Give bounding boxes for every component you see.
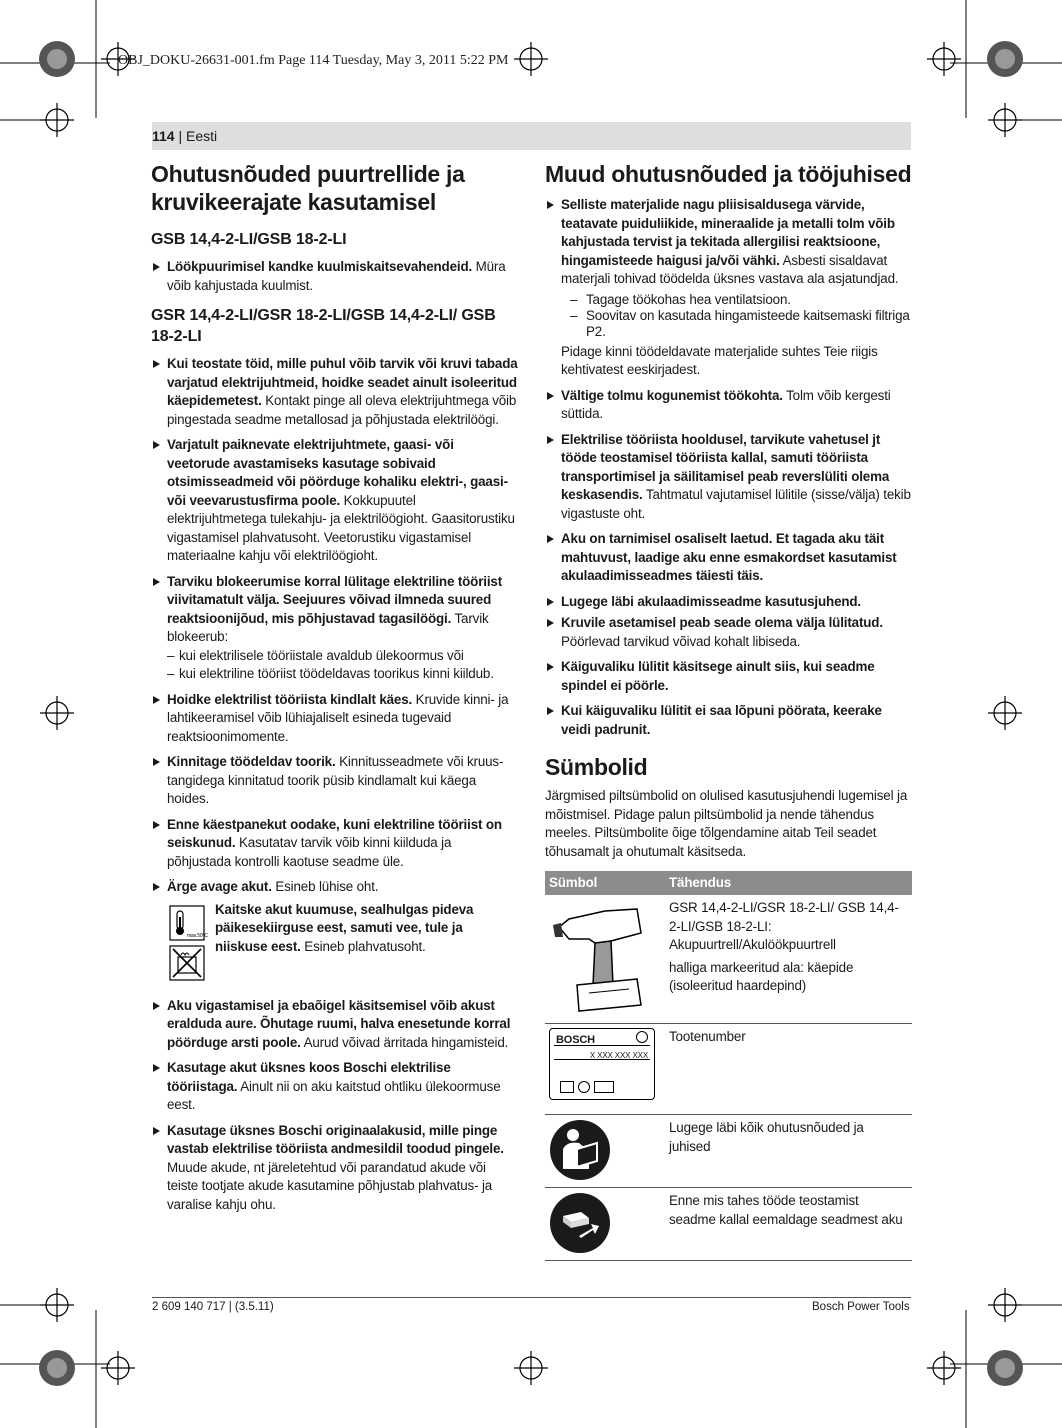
left-column	[151, 160, 518, 1221]
right-title: Muud ohutusnõuded ja tööjuhised	[545, 161, 912, 187]
dash-item: – Soovitav on kasutada hingamisteede kaitsemaski filtriga P2.	[545, 308, 912, 340]
right-column	[545, 160, 912, 1261]
bullet-item: Enne käestpanekut oodake, kuni elektriline tööriist on seiskunud. Kasutatav tarvik võib kinni kiilduda ja põhjustada kontrolli kaotuse seadme üle.	[151, 816, 518, 872]
bullet-item: Selliste materjalide nagu pliisisaldusega värvide, teatavate puiduliikide, mineraalide ja metalli tolm võib kahjustada tervist ja tekitada allergilisi reaktsioone, hingamisteede haigusi ja/või vähki. Asbesti sisaldavat materjali tohivad töödelda üksnes vastava ala asjatundjad.	[545, 196, 912, 289]
symbol-meaning: Enne mis tahes tööde teostamist seadme kallal eemaldage seadmest aku	[665, 1188, 912, 1261]
symbol-meaning: Tootenumber	[665, 1024, 912, 1115]
symbols-title: Sümbolid	[545, 754, 648, 780]
footer-brand: Bosch Power Tools	[812, 1301, 910, 1313]
footer-doc-number: 2 609 140 717 | (3.5.11)	[152, 1301, 274, 1313]
dash-item: – Tagage töökohas hea ventilatsioon.	[545, 292, 912, 308]
table-row	[545, 1115, 912, 1188]
svg-text:max.50°C: max.50°C	[187, 932, 208, 939]
bullet-item: Ärge avage akut. Esineb lühise oht.	[151, 878, 518, 897]
symbol-meaning: Lugege läbi kõik ohutusnõuded ja juhised	[665, 1115, 912, 1188]
bullet-item: Kruvile asetamisel peab seade olema välja lülitatud. Pöörlevad tarvikud võivad kohalt libiseda.	[545, 614, 912, 651]
bullet-item: Kasutage akut üksnes koos Boschi elektrilise tööriistaga. Ainult nii on aku kaitstud ohtliku ülekoormuse eest.	[151, 1059, 518, 1115]
bullet-item: Kinnitage töödeldav toorik. Kinnitusseadmete või kruus-tangidega kinnitatud toorik püsib kindlamalt kui käega hoides.	[151, 753, 518, 809]
symbol-meaning: halliga markeeritud ala: käepide (isoleeritud haardepind)	[669, 959, 854, 993]
bullet-item: Lugege läbi akulaadimisseadme kasutusjuhend.	[545, 593, 912, 612]
remove-battery-icon	[549, 1192, 611, 1254]
battery-warning-text: Kaitske akut kuumuse, sealhulgas pideva päikesekiirguse eest, samuti vee, tule ja niiskuse eest. Esineb plahvatusoht.	[215, 901, 474, 954]
bullet-item: Hoidke elektrilist tööriista kindlalt käes. Kruvide kinni- ja lahtikeeramisel võib lühiajaliselt esineda tugevaid reaktsioonimomente.	[151, 691, 518, 747]
no-fire-water-icon	[169, 945, 205, 981]
bullet-item: Löökpuurimisel kandke kuulmiskaitsevahendeid. Müra võib kahjustada kuulmist.	[151, 258, 518, 295]
table-header-row	[545, 871, 912, 895]
nameplate-icon: BOSCH X XXX XXX XXX	[549, 1028, 655, 1100]
th-symbol: Sümbol	[545, 871, 665, 895]
th-meaning: Tähendus	[665, 871, 912, 895]
table-row	[545, 1024, 912, 1115]
symbol-meaning: GSR 14,4-2-LI/GSR 18-2-LI/ GSB 14,4-2-LI/GSB 18-2-LI: Akupuurtrell/Akulöökpuurtrell	[669, 900, 899, 952]
prepress-slug: OBJ_DOKU-26631-001.fm Page 114 Tuesday, May 3, 2011 5:22 PM	[118, 53, 509, 68]
table-row	[545, 1188, 912, 1261]
read-manual-icon	[549, 1119, 611, 1181]
footer-divider	[152, 1297, 911, 1298]
left-subheading-1: GSB 14,4-2-LI/GSB 18-2-LI	[151, 231, 347, 248]
header-language: | Eesti	[178, 128, 218, 144]
dash-item: – kui elektrilisele tööriistale avaldub ülekoormus või	[167, 647, 518, 666]
dash-list	[545, 292, 912, 340]
symbols-table	[545, 871, 912, 1261]
battery-warning	[167, 901, 518, 987]
left-subheading-2: GSR 14,4-2-LI/GSR 18-2-LI/GSB 14,4-2-LI/ GSB 18-2-LI	[151, 307, 496, 345]
left-title: Ohutusnõuded puurtrellide ja kruvikeerajate kasutamisel	[151, 161, 465, 215]
symbols-intro: Järgmised piltsümbolid on olulised kasutusjuhendi lugemisel ja mõistmisel. Pidage palun piltsümbolid ja nende tähendus meeles. Piltsümbolite õige tõlgendamine aitab Teil seadet tõhusamalt ja ohutumalt käsitseda.	[545, 788, 908, 859]
bullet-item: Kasutage üksnes Boschi originaalakusid, mille pinge vastab elektrilise tööriista andmesildil toodud pingele. Muude akude, nt järeletehtud või parandatud akude või teiste tootjate akude kasutamine põhjustab plahvatus- ja varalise kahju ohu.	[151, 1122, 518, 1215]
bullet-item: Varjatult paiknevate elektrijuhtmete, gaasi- või veetorude avastamiseks kasutage sobivaid otsimisseadmeid või pöörduge kohaliku elektri-, gaasi- või veevarustusfirma poole. Kokkupuutel elektrijuhtmetega tulekahju- ja elektrilöögioht. Gaasitorustiku vigastamisel plahvatusoht. Veetorustiku vigastamisel materiaalne kahju või elektrilöögioht.	[151, 436, 518, 566]
bullet-item: Käiguvaliku lülitit käsitsege ainult siis, kui seadme spindel ei pöörle.	[545, 658, 912, 695]
bullet-item: Aku vigastamisel ja ebaõigel käsitsemisel võib akust eralduda aure. Õhutage ruumi, halva enesetunde korral pöörduge arsti poole. Aurud võivad ärritada hingamisteid.	[151, 997, 518, 1053]
bullet-item: Kui käiguvaliku lülitit ei saa lõpuni pöörata, keerake veidi padrunit.	[545, 702, 912, 739]
bullet-item: Kui teostate töid, mille puhul võib tarvik või kruvi tabada varjatud elektrijuhtmeid, hoidke seadet ainult isoleeritud käepidemetest. Kontakt pinge all oleva elektrijuhtmega võib pingestada seadme metallosad ja põhjustada elektrilöögi.	[151, 355, 518, 429]
dash-item: – kui elektriline tööriist töödeldavas toorikus kinni kiildub.	[167, 665, 518, 684]
paragraph: Pidage kinni töödeldavate materjalide suhtes Teie riigis kehtivatest eeskirjadest.	[561, 343, 878, 377]
bullet-item: Elektrilise tööriista hooldusel, tarvikute vahetusel jt tööde teostamisel tööriista kallal, samuti tööriista transportimisel ja säilitamisel peab reverslüliti olema keskasendis. Tahtmatul vajutamisel lülitile (sisse/välja) tekib vigastuste oht.	[545, 431, 912, 524]
page-header	[152, 122, 911, 150]
bullet-item: Vältige tolmu kogunemist töökohta. Tolm võib kergesti süttida.	[545, 387, 912, 424]
thermometer-icon	[169, 905, 208, 941]
drill-icon	[549, 899, 649, 1017]
bullet-item: Aku on tarnimisel osaliselt laetud. Et tagada aku täit mahtuvust, laadige aku enne esmakordset kasutamist akulaadimisseadmes täiesti täis.	[545, 530, 912, 586]
table-row	[545, 895, 912, 1024]
dash-list	[167, 647, 518, 684]
page-number: 114	[152, 128, 175, 144]
bullet-item: Tarviku blokeerumise korral lülitage elektriline tööriist viivitamatult välja. Seejuures võivad ilmneda suured reaktsioonijõud, mis põhjustavad tagasilöögi. Tarvik blokeerub:	[151, 573, 518, 647]
